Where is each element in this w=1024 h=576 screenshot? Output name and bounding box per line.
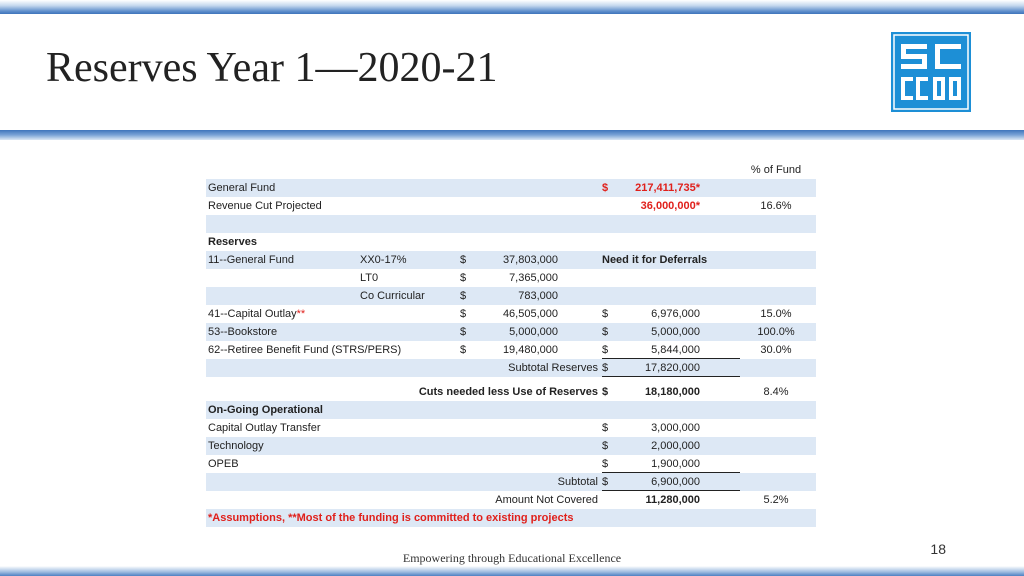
top-decor-band bbox=[0, 0, 1024, 14]
general-fund-11-row bbox=[206, 251, 816, 269]
pct: 15.0% bbox=[760, 308, 792, 320]
row-label: Cuts needed less Use of Reserves bbox=[418, 386, 598, 398]
dollar-sign: $ bbox=[602, 422, 609, 434]
value: 6,976,000 bbox=[651, 308, 700, 320]
sub-label: XX0-17% bbox=[360, 254, 407, 266]
section-header: On-Going Operational bbox=[208, 404, 323, 416]
value: 46,505,000 bbox=[502, 308, 558, 320]
value: 783,000 bbox=[518, 290, 558, 302]
value: 3,000,000 bbox=[651, 422, 700, 434]
slide-title: Reserves Year 1—2020-21 bbox=[46, 45, 498, 91]
row-label: 62--Retiree Benefit Fund (STRS/PERS) bbox=[208, 344, 402, 356]
dollar-sign: $ bbox=[602, 386, 609, 398]
opeb-row bbox=[206, 455, 816, 473]
dollar-sign: $ bbox=[460, 254, 467, 266]
dollar-sign: $ bbox=[602, 326, 609, 338]
pct: 5.2% bbox=[763, 494, 789, 506]
dollar-sign: $ bbox=[602, 362, 609, 374]
section-header: Reserves bbox=[208, 236, 257, 248]
value: 6,900,000 bbox=[651, 476, 700, 488]
value: 5,000,000 bbox=[651, 326, 700, 338]
dollar-sign: $ bbox=[602, 440, 609, 452]
dollar-sign: $ bbox=[460, 344, 467, 356]
dollar-sign: $ bbox=[602, 458, 609, 470]
pct-header: % of Fund bbox=[750, 164, 802, 176]
bottom-decor-band bbox=[0, 566, 1024, 576]
footer-tagline: Empowering through Educational Excellence bbox=[402, 551, 622, 565]
row-label: Revenue Cut Projected bbox=[208, 200, 322, 212]
label-text: 41--Capital Outlay bbox=[208, 308, 297, 320]
technology-row bbox=[206, 437, 816, 455]
assumptions-row bbox=[206, 509, 816, 527]
value: 5,000,000 bbox=[509, 326, 558, 338]
deferrals-note: Need it for Deferrals bbox=[602, 254, 708, 266]
subtotal-reserves-row bbox=[206, 359, 816, 377]
value: 36,000,000* bbox=[640, 200, 700, 212]
row-label: Amount Not Covered bbox=[495, 494, 598, 506]
dollar-sign: $ bbox=[460, 290, 467, 302]
title-rule bbox=[0, 130, 1024, 140]
value: 2,000,000 bbox=[651, 440, 700, 452]
pct: 16.6% bbox=[760, 200, 792, 212]
dollar-sign: $ bbox=[602, 182, 609, 194]
dollar-sign: $ bbox=[460, 308, 467, 320]
row-label: 53--Bookstore bbox=[208, 326, 278, 338]
sub-label: LT0 bbox=[360, 272, 379, 284]
page-number: 18 bbox=[930, 541, 946, 557]
general-fund-row bbox=[206, 179, 816, 197]
row-label: Subtotal Reserves bbox=[508, 362, 598, 374]
dollar-sign: $ bbox=[602, 344, 609, 356]
row-label: Technology bbox=[208, 440, 264, 452]
value: 11,280,000 bbox=[645, 494, 700, 506]
scccd-logo-icon bbox=[891, 32, 971, 112]
value: 7,365,000 bbox=[509, 272, 558, 284]
not-covered-row bbox=[206, 491, 816, 509]
pct: 100.0% bbox=[757, 326, 795, 338]
reserves-table bbox=[206, 161, 816, 527]
subtotal-row bbox=[206, 473, 816, 491]
value: 37,803,000 bbox=[502, 254, 558, 266]
row-label: 11--General Fund bbox=[208, 254, 295, 266]
row-label: OPEB bbox=[208, 458, 239, 470]
dollar-sign: $ bbox=[460, 272, 467, 284]
pct: 8.4% bbox=[763, 386, 789, 398]
value: 18,180,000 bbox=[644, 386, 700, 398]
value: 19,480,000 bbox=[502, 344, 558, 356]
sub-label: Co Curricular bbox=[360, 290, 425, 302]
row-label bbox=[208, 305, 305, 323]
cuts-needed-row bbox=[206, 383, 816, 401]
co-curricular-row bbox=[206, 287, 816, 305]
value: 17,820,000 bbox=[644, 362, 700, 374]
assumptions-note: *Assumptions, **Most of the funding is committed to existing projects bbox=[208, 512, 574, 524]
dollar-sign: $ bbox=[460, 326, 467, 338]
capital-transfer-row bbox=[206, 419, 816, 437]
dollar-sign: $ bbox=[602, 476, 609, 488]
bookstore-row bbox=[206, 323, 816, 341]
revenue-cut-row bbox=[206, 197, 816, 215]
value: 5,844,000 bbox=[651, 344, 700, 356]
dollar-sign: $ bbox=[602, 308, 609, 320]
lt0-row bbox=[206, 269, 816, 287]
ongoing-header-row bbox=[206, 401, 816, 419]
footnote-mark: ** bbox=[296, 308, 306, 320]
retiree-row bbox=[206, 341, 816, 359]
row-label: Capital Outlay Transfer bbox=[208, 422, 321, 434]
row-label: General Fund bbox=[208, 182, 276, 194]
value: 217,411,735* bbox=[635, 182, 700, 194]
reserves-header-row bbox=[206, 233, 816, 251]
row-label: Subtotal bbox=[557, 476, 598, 488]
capital-outlay-row bbox=[206, 305, 816, 323]
pct: 30.0% bbox=[760, 344, 792, 356]
value: 1,900,000 bbox=[651, 458, 700, 470]
spacer-row bbox=[206, 215, 816, 233]
header-row bbox=[206, 161, 816, 179]
